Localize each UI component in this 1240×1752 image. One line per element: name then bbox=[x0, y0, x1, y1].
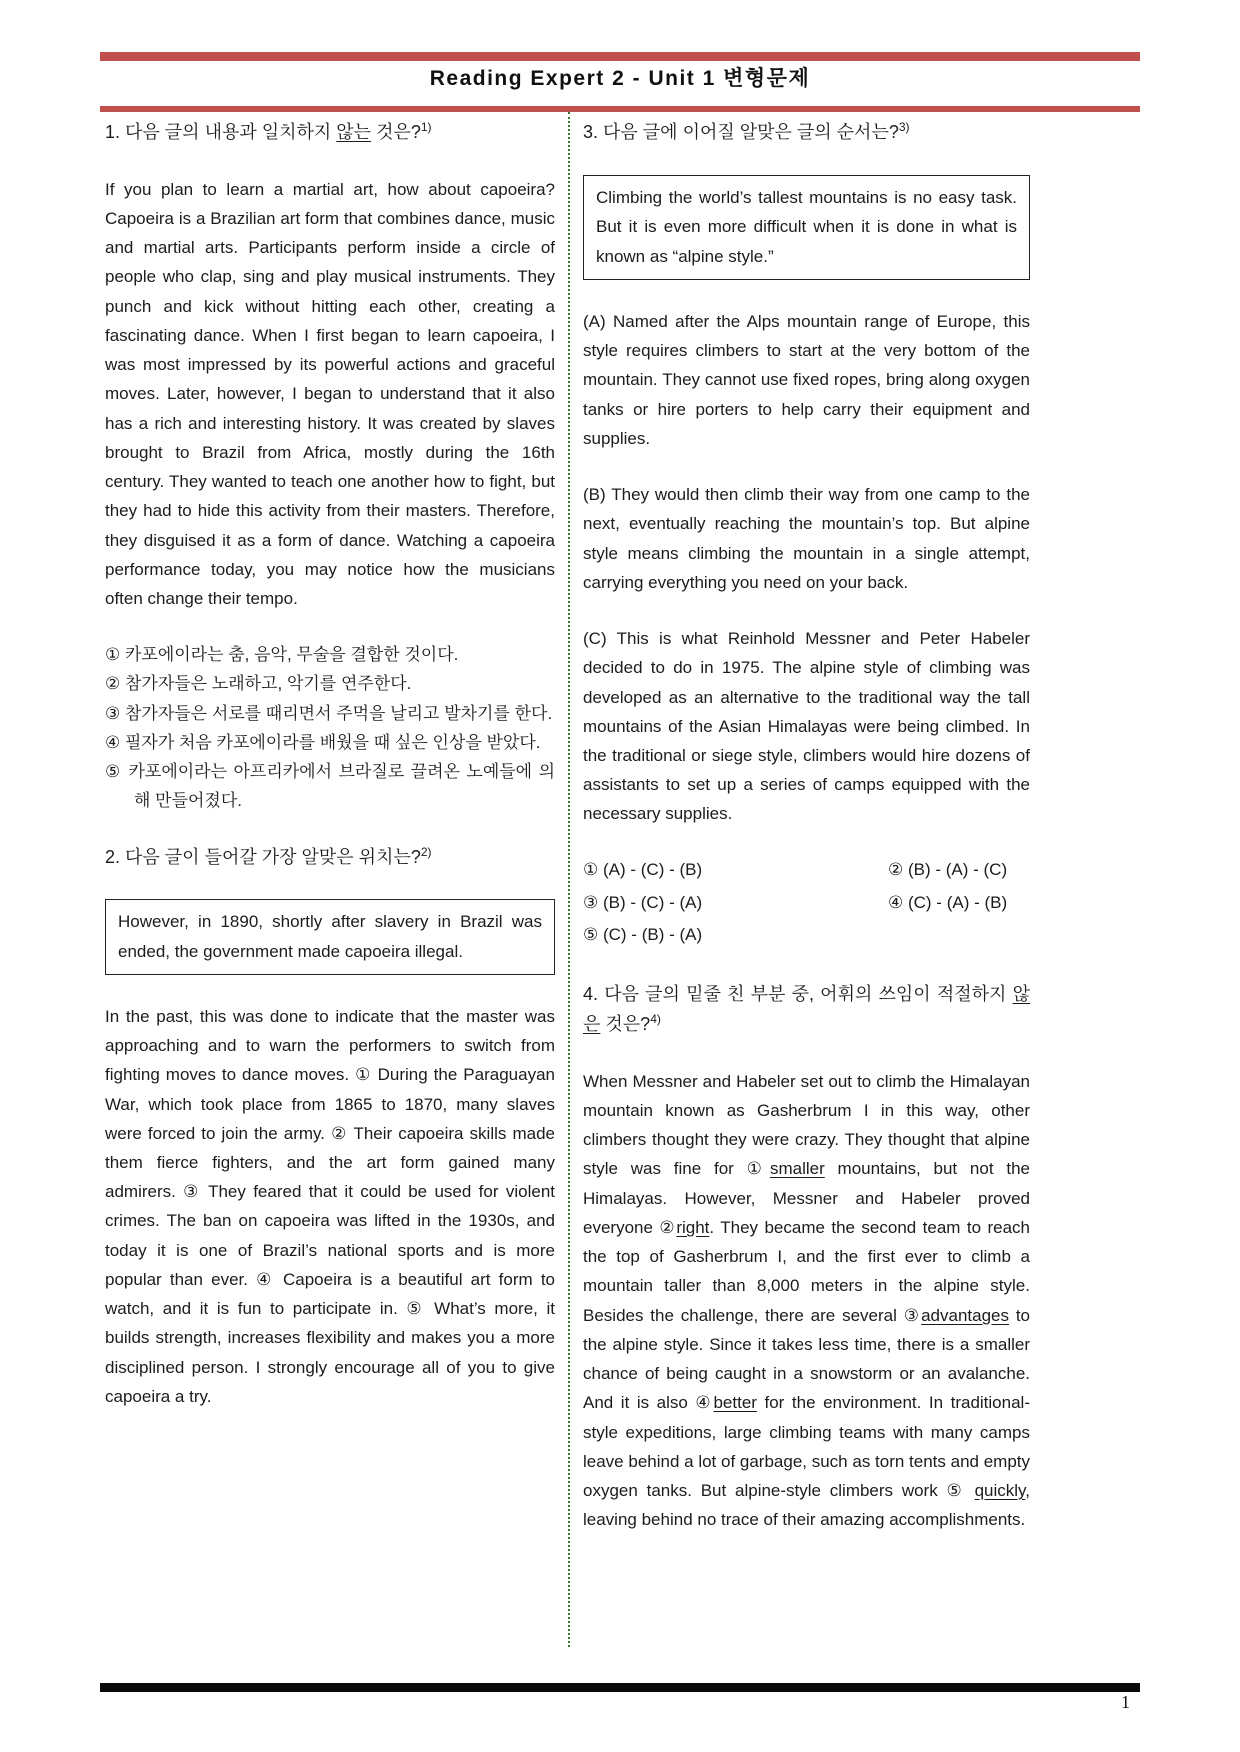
column-right bbox=[583, 118, 1030, 1561]
column-left bbox=[105, 118, 555, 1438]
option-marker: ① bbox=[105, 645, 121, 665]
q3-option-1 bbox=[583, 856, 888, 885]
option-text: (A) - (C) - (B) bbox=[602, 859, 703, 879]
option-marker: ④ bbox=[105, 732, 121, 752]
option-text: 참가자들은 노래하고, 악기를 연주한다. bbox=[124, 674, 412, 694]
question-3-options bbox=[583, 856, 1030, 951]
q1-option-2 bbox=[105, 669, 555, 698]
option-text: 참가자들은 서로를 때리면서 주먹을 날리고 발차기를 한다. bbox=[124, 703, 553, 723]
option-marker: ① bbox=[583, 859, 599, 879]
option-marker: ② bbox=[888, 859, 904, 879]
question-3-paragraph-a: (A) Named after the Alps mountain range of Europe, this style requires climbers to start at the very bottom of the mountain. They cannot use fixed ropes, bring along oxygen tanks or hire porters to help carry their equipment and supplies. bbox=[583, 311, 1030, 448]
question-1-passage: If you plan to learn a martial art, how about capoeira? Capoeira is a Brazilian art form that combines dance, music and martial arts. Participants perform inside a circle of people who clap, sing and play musical instruments. They punch and kick without hitting each other, creating a fascinating dance. When I first began to learn capoeira, I was most impressed by its powerful actions and graceful moves. Later, however, I began to understand that it also has a rich and interesting history. It was created by slaves brought to Brazil from Africa, mostly during the 16th century. They wanted to teach one another how to fight, but they had to hide this activity from their masters. Therefore, they disguised it as a form of dance. Watching a capoeira performance today, you may notice how the musicians often change their tempo. bbox=[105, 179, 555, 608]
q3-option-4 bbox=[888, 889, 1030, 918]
footer-rule bbox=[100, 1683, 1140, 1692]
q3-option-5 bbox=[583, 921, 888, 950]
header-rule-bottom bbox=[100, 106, 1140, 112]
question-4-passage: When Messner and Habeler set out to climb the Himalayan mountain known as Gasherbrum I in this way, other climbers thought they were crazy. They thought that alpine style was fine for ①smaller mountains, but not the Himalayas. However, Messner and Habeler proved everyone ②right. They became the second team to reach the top of Gasherbrum I, and the first ever to climb a mountain taller than 8,000 meters in the alpine style. Besides the challenge, there are several ③advantages to the alpine style. Since it takes less time, there is a smaller chance of being caught in a snowstorm or an avalanche. And it is also ④better for the environment. In traditional-style expeditions, large climbing teams with many camps leave behind a lot of garbage, such as torn tents and empty oxygen tanks. But alpine-style climbers work ⑤ quickly, leaving behind no trace of their amazing accomplishments. bbox=[583, 1071, 1031, 1530]
option-marker: ④ bbox=[888, 892, 904, 912]
q1-option-3 bbox=[105, 699, 555, 728]
q3-option-3 bbox=[583, 889, 888, 918]
question-1-prompt: 1. 다음 글의 내용과 일치하지 않는 것은?$^{1)}$ bbox=[105, 120, 432, 142]
question-3-box: Climbing the world’s tallest mountains is no easy task. But it is even more difficult when it is done in what is known as “alpine style.” bbox=[583, 175, 1030, 280]
q3-option-2 bbox=[888, 856, 1030, 885]
option-marker: ② bbox=[105, 674, 121, 694]
option-marker: ③ bbox=[583, 892, 599, 912]
option-text: (B) - (C) - (A) bbox=[602, 892, 703, 912]
option-text: 카포에이라는 아프리카에서 브라질로 끌려온 노예들에 의해 만들어졌다. bbox=[128, 762, 555, 811]
option-marker: ⑤ bbox=[583, 925, 599, 945]
page-title: Reading Expert 2 - Unit 1 변형문제 bbox=[429, 67, 811, 90]
question-3-prompt: 3. 다음 글에 이어질 알맞은 글의 순서는?$^{3)}$ bbox=[583, 120, 910, 142]
question-1-options bbox=[105, 640, 555, 815]
option-text: 필자가 처음 카포에이라를 배웠을 때 싶은 인상을 받았다. bbox=[124, 732, 541, 752]
header-rule-top bbox=[100, 52, 1140, 61]
question-3-paragraph-b: (B) They would then climb their way from one camp to the next, eventually reaching the mountain’s top. But alpine style means climbing the mountain in a single attempt, carrying everything you need on your back. bbox=[583, 485, 1030, 592]
option-text: 카포에이라는 춤, 음악, 무술을 결합한 것이다. bbox=[124, 645, 459, 665]
question-2-prompt: 2. 다음 글이 들어갈 가장 알맞은 위치는?$^{2)}$ bbox=[105, 844, 432, 867]
question-3-paragraph-c: (C) This is what Reinhold Messner and Peter Habeler decided to do in 1975. The alpine style of climbing was developed as an alternative to the traditional way the tall mountains of the Asian Himalayas were being climbed. In the traditional or siege style, climbers would hire dozens of assistants to set up a series of camps equipped with the necessary supplies. bbox=[583, 629, 1030, 824]
q1-option-4 bbox=[105, 728, 555, 757]
column-divider bbox=[568, 112, 570, 1647]
option-text: (C) - (B) - (A) bbox=[602, 925, 703, 945]
option-text: (B) - (A) - (C) bbox=[907, 859, 1008, 879]
question-2-passage: In the past, this was done to indicate that the master was approaching and to warn the performers to switch from fighting moves to dance moves. ① During the Paraguayan War, which took place from 1865 to 1870, many slaves were forced to join the army. ② Their capoeira skills made them fierce fighters, and the art form gained many admirers. ③ They feared that it could be used for violent crimes. The ban on capoeira was lifted in the 1930s, and today it is one of Brazil’s national sports and is more popular than ever. ④ Capoeira is a beautiful art form to watch, and it is fun to participate in. ⑤ What’s more, it builds strength, increases flexibility and makes you a more disciplined person. I strongly encourage all of you to give capoeira a try. bbox=[105, 1006, 555, 1406]
option-text: (C) - (A) - (B) bbox=[907, 892, 1008, 912]
question-4-prompt: 4. 다음 글의 밑줄 친 부분 중, 어휘의 쓰임이 적절하지 않은 것은?$^{4)}$ bbox=[583, 984, 1030, 1035]
q1-option-5 bbox=[105, 757, 555, 815]
q1-option-1 bbox=[105, 640, 555, 669]
option-marker: ③ bbox=[105, 703, 121, 723]
question-2-box: However, in 1890, shortly after slavery in Brazil was ended, the government made capoeira illegal. bbox=[105, 899, 555, 975]
page-number: 1 bbox=[1121, 1692, 1130, 1712]
option-marker: ⑤ bbox=[105, 762, 122, 782]
